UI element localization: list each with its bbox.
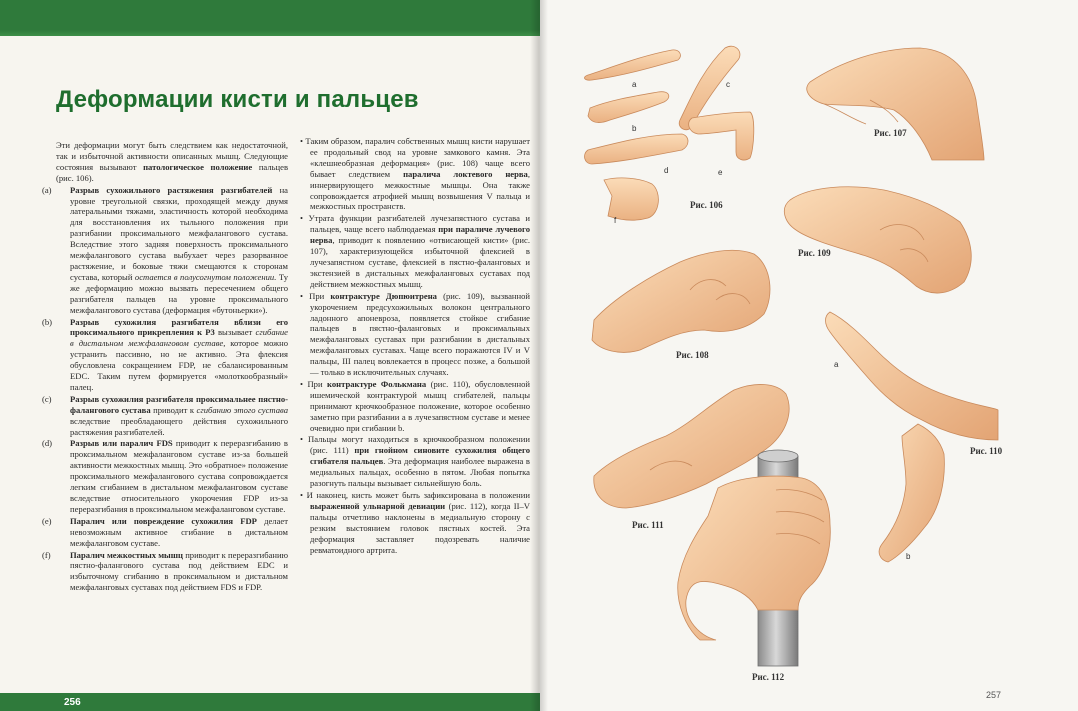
- fig112-caption: Рис. 112: [752, 672, 785, 682]
- fig109-caption: Рис. 109: [798, 248, 831, 258]
- item-a: (a) Разрыв сухожильного растяжения разгибателей на уровне треугольной связки, проходящей между двумя латеральными тяжами, эластичность которой необходима для восстановления их тыльного положения при разгибании проксимального межфалангового сустава. Вследствие этого задняя поверхность проксимального межфалангового сустава выбухает через разорванное растяжение, и боковые тяжи смещаются к сторонам сустава, который остается в полусогнутом положении. Ту же деформацию можно вызвать пересечением общего разгибателя пальцев на уровне проксимального межфалангового сустава (деформация «бутоньерки»).: [42, 184, 289, 315]
- bullet-item: • И наконец, кисть может быть зафиксирована в положении выраженной ульнарной девиации (рис. 112), когда II–V пальцы отчетливо наклонены в медиальную сторону с резким выстоянием головок пястных костей. Эта деформация заставляет подозревать наличие ревматоидного артрита.: [300, 490, 530, 555]
- bullet-item: • Утрата функции разгибателей лучезапястного сустава и пальцев, чаще всего наблюдаемая при параличе лучевого нерва, приводит к появлению «отвисающей кисти» (рис. 107), характеризующейся избыточной флексией в лучезапястном суставе, флексией в пястно-фаланговых и экстензией в дистальных межфаланговых суставах под действием межкостных мышц.: [300, 213, 530, 289]
- fig106-finger-a: [585, 50, 681, 80]
- bullet-item: • Таким образом, паралич собственных мышц кисти нарушает ее продольный свод на уровне замкового камня. Эта «клешнеобразная деформация» (рис. 108) чаще всего бывает следствием паралича локтевого нерва, иннервирующего межкостные мышцы. Она также сопровождается атрофией мышц возвышения V пальца и межкостных пространств.: [300, 136, 530, 212]
- fig106-finger-b: [588, 92, 669, 123]
- page-number-right: 257: [986, 690, 1002, 700]
- item-b: (b) Разрыв сухожилия разгибателя вблизи его проксимального прикрепления к P3 вызывает сгибание в дистальном межфаланговом суставе, которое можно устранить пассивно, но не активно. Эта флексия обусловлена сокращением FDP, не сбалансированным EDC. Таким путем формируется «молоткообразный» палец.: [42, 316, 288, 392]
- fig106-caption: Рис. 106: [690, 200, 723, 210]
- fig110-label-a: a: [834, 360, 839, 369]
- text-column-left: [42, 140, 289, 594]
- item-e: (e) Паралич или повреждение сухожилия FDP делает невозможным активное сгибание в дистальном межфаланговом суставе.: [42, 515, 288, 548]
- fig106-label-f: f: [614, 216, 617, 225]
- fig109-hand: [784, 187, 971, 293]
- item-f: (f) Паралич межкостных мышц приводит к переразгибанию пястно-фалангового сустава под действием EDC и избыточному сгибанию в проксимальном и дистальном межфаланговых суставах под действием FDS и FDP.: [42, 549, 289, 593]
- fig111-caption: Рис. 111: [632, 520, 664, 530]
- fig110-label-b: b: [906, 552, 911, 561]
- fig106-label-d: d: [664, 166, 669, 175]
- item-c: (c) Разрыв сухожилия разгибателя проксимальнее пястно-фалангового сустава приводит к сгибанию этого сустава вследствие преобладающего действия сухожильного растяжения разгибателей.: [42, 393, 288, 437]
- fig112-hand: [678, 476, 831, 640]
- fig106-finger-d: [585, 134, 688, 164]
- fig106-finger-e: [689, 112, 754, 160]
- text-column-right: [300, 136, 530, 556]
- fig106-finger-f: [604, 178, 658, 220]
- fig106-label-c: c: [726, 80, 730, 89]
- fig107-caption: Рис. 107: [874, 128, 907, 138]
- bullet-item: • Пальцы могут находиться в крючкообразном положении (рис. 111) при гнойном синовите сухожилия общего сгибателя пальцев. Эта деформация наиболее выражена в медиальных пальцах, особенно в пятом. Любая попытка разогнуть пальцы вызывает сильнейшую боль.: [300, 434, 530, 489]
- bullet-item: • При контрактуре Фолькмана (рис. 110), обусловленной ишемической контрактурой мышц сгибателей, пальцы принимают крючкообразное положение, которое особенно заметно при разгибании a в лучезапястном суставе и менее очевидно при сгибании b.: [300, 378, 530, 433]
- hand-illustrations: [540, 0, 1078, 711]
- fig106-label-a: a: [632, 80, 637, 89]
- fig110-hand-b: [879, 424, 944, 562]
- page-header-bar: [0, 0, 540, 36]
- fig106-label-e: e: [718, 168, 723, 177]
- page-title: Деформации кисти и пальцев: [56, 86, 419, 114]
- fig110-hand-a: [826, 312, 999, 440]
- fig108-caption: Рис. 108: [676, 350, 709, 360]
- fig107-hand: [807, 48, 984, 160]
- page-number-left: 256: [64, 697, 81, 708]
- fig108-hand: [592, 250, 770, 352]
- item-d: (d) Разрыв или паралич FDS приводит к переразгибанию в проксимальном межфаланговом суставе из-за большей активности межкостных мышц. Это «обратное» положение проксимального межфалангового сустава сопровождается легким сгибанием в дистальном межфаланговом суставе вследствие относительного укорочения FDP из-за переразгибания в проксимальном межфаланговом суставе.: [42, 438, 288, 514]
- intro-paragraph: Эти деформации могут быть следствием как недостаточной, так и избыточной активности описанных мышц. Следующие состояния вызывают патологическое положение пальцев (рис. 106).: [56, 140, 288, 183]
- fig106-label-b: b: [632, 124, 637, 133]
- fig110-caption: Рис. 110: [970, 446, 1003, 456]
- right-page: [540, 0, 1078, 711]
- page-footer-bar: [0, 693, 540, 711]
- bullet-item: • При контрактуре Дюпюитрена (рис. 109), вызванной укорочением предсухожильных волокон центрального ладонного апоневроза, появляется стойкое сгибание пальцев в пястно-фаланговых и проксимальных межфаланговых суставах при разгибании в дистальных межфаланговых суставах. Чаще всего поражаются IV и V пальцы, III палец вовлекается в процесс позже, а большой — только в исключительных случаях.: [300, 290, 530, 378]
